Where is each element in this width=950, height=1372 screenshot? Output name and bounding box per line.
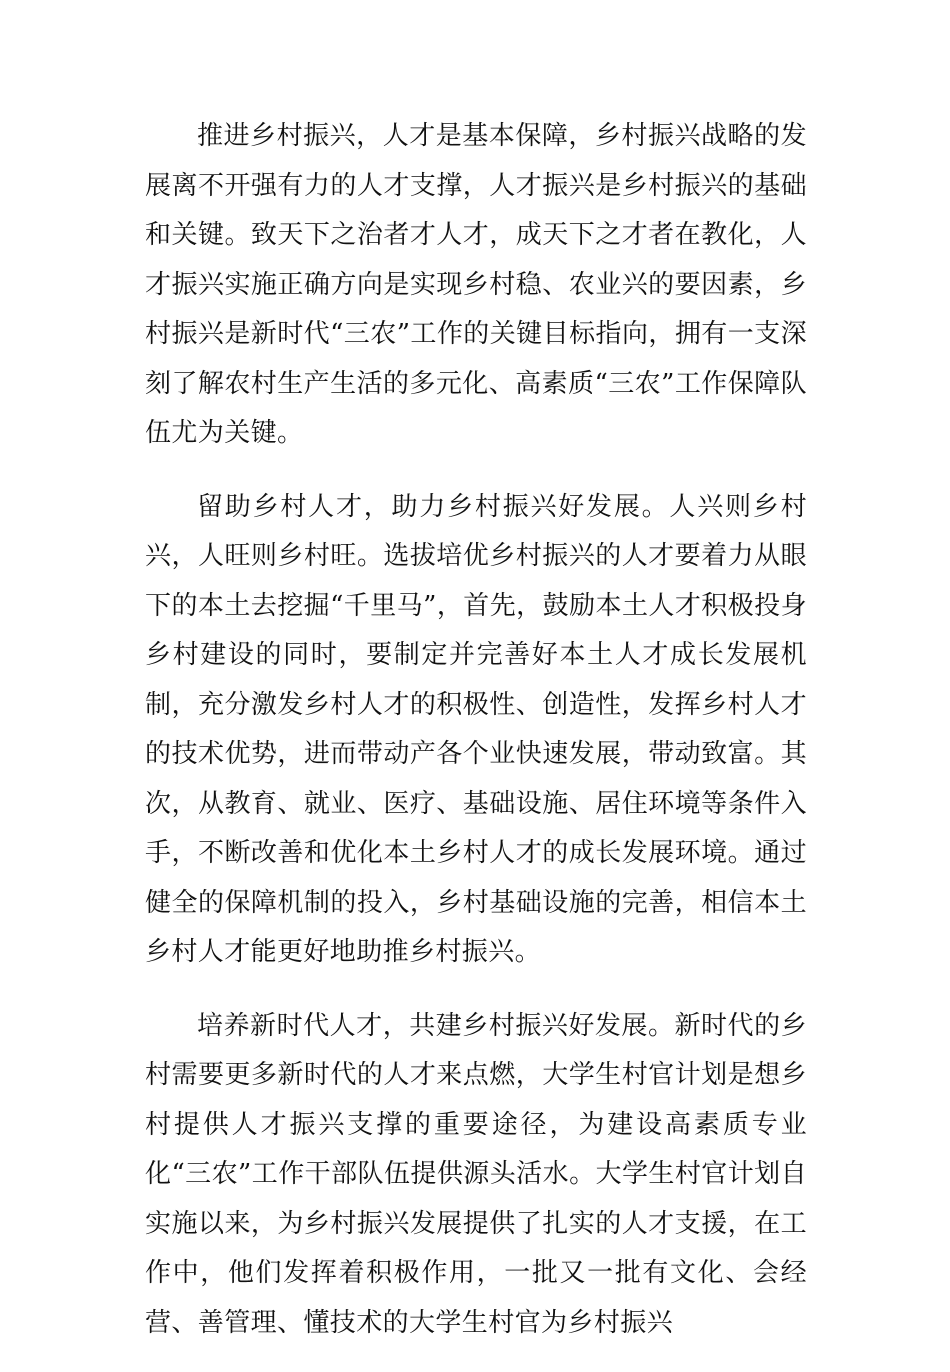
paragraph-retain-local-talent: 留助乡村人才，助力乡村振兴好发展。人兴则乡村兴，人旺则乡村旺。选拔培优乡村振兴的人才要着力从眼下的本土去挖掘“千里马”，首先，鼓励本土人才积极投身乡村建设的同时，要制定并完善好本土人才成长发展机制，充分激发乡村人才的积极性、创造性，发挥乡村人才的技术优势，进而带动产各个业快速发展，带动致富。其次，从教育、就业、医疗、基础设施、居住环境等条件入手，不断改善和优化本土乡村人才的成长发展环境。通过健全的保障机制的投入，乡村基础设施的完善，相信本土乡村人才能更好地助推乡村振兴。: [145, 491, 807, 967]
paragraph-cultivate-new-talent: 培养新时代人才，共建乡村振兴好发展。新时代的乡村需要更多新时代的人才来点燃，大学生村官计划是想乡村提供人才振兴支撑的重要途径，为建设高素质专业化“三农”工作干部队伍提供源头活水。大学生村官计划自实施以来，为乡村振兴发展提供了扎实的人才支援，在工作中，他们发挥着积极作用，一批又一批有文化、会经营、善管理、懂技术的大学生村官为乡村振兴: [145, 1010, 807, 1338]
document-body: [145, 112, 807, 1372]
paragraph-talent-guarantee: 推进乡村振兴，人才是基本保障，乡村振兴战略的发展离不开强有力的人才支撑，人才振兴是乡村振兴的基础和关键。致天下之治者才人才，成天下之才者在教化，人才振兴实施正确方向是实现乡村稳、农业兴的要因素，乡村振兴是新时代“三农”工作的关键目标指向，拥有一支深刻了解农村生产生活的多元化、高素质“三农”工作保障队伍尤为关键。: [145, 121, 807, 448]
